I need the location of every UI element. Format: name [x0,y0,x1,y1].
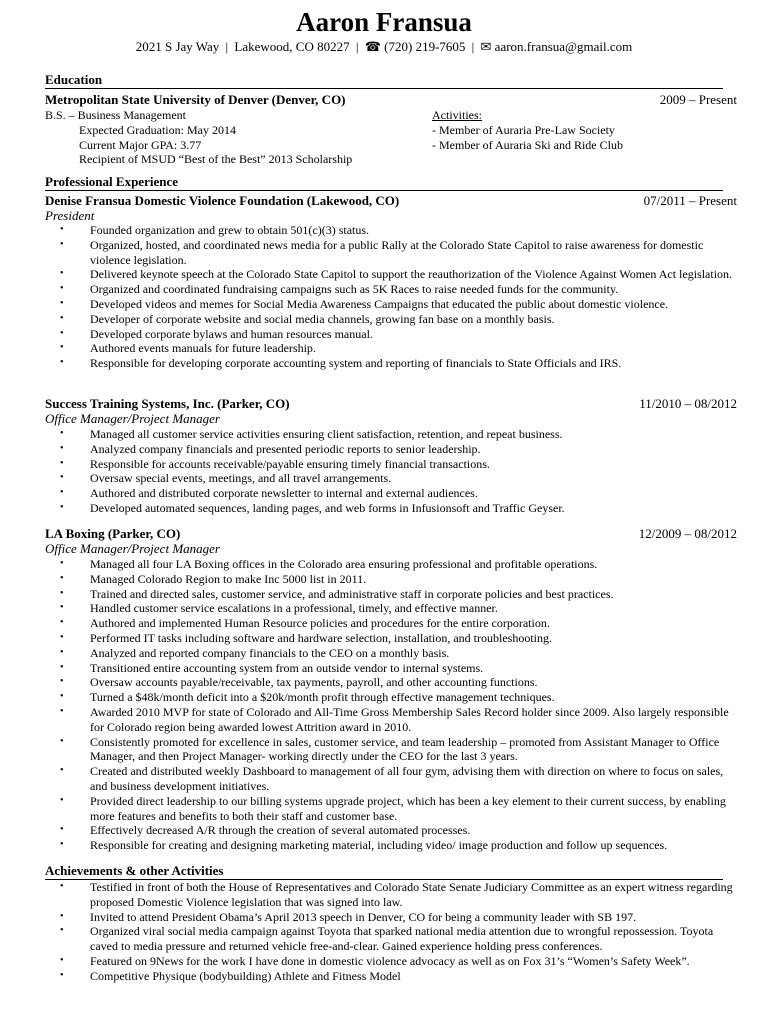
bullet-item: • Developed videos and memes for Social Media Awareness Campaigns that educated the public about domestic violence. [60,297,740,312]
bullet-item: • Analyzed company financials and presented periodic reports to senior leadership. [60,442,740,457]
job-dates: 11/2010 – 08/2012 [639,396,737,411]
job-bullets [60,427,740,516]
activity-item: - Member of Auraria Ski and Ride Club [432,137,623,152]
bullet-item: • Effectively decreased A/R through the creation of several automated processes. [60,823,740,838]
education-school-row [45,92,737,107]
bullet-item: • Turned a $48k/month deficit into a $20k/month profit through effective management techniques. [60,690,740,705]
bullet-item: • Awarded 2010 MVP for state of Colorado and All-Time Gross Membership Sales Record holder since 2009. Also largely responsible for Colorado region being awarded lowest Attrition award in 2010. [60,705,740,735]
job-title: Office Manager/Project Manager [45,411,220,426]
bullet-item: • Provided direct leadership to our billing systems upgrade project, which has been a key element to their current success, by enabling more features and benefits to both their staff and customer base. [60,794,740,824]
email: aaron.fransua@gmail.com [494,39,633,54]
bullet-item: • Delivered keynote speech at the Colorado State Capitol to support the reauthorization of the Violence Against Women Act legislation. [60,267,740,282]
bullet-item: • Organized and coordinated fundraising campaigns such as 5K Races to raise needed funds for the community. [60,282,740,297]
separator: | [471,39,475,54]
achievements-bullets [60,880,740,984]
bullet-item: • Managed all four LA Boxing offices in the Colorado area ensuring professional and profitable operations. [60,557,740,572]
phone-icon: ☎ [364,39,381,54]
bullet-item: • Testified in front of both the House of Representatives and Colorado State Senate Judiciary Committee as an expert witness regarding proposed Domestic Violence legislation that was signed into law. [60,880,740,910]
scholarship: Recipient of MSUD “Best of the Best” 2013 Scholarship [79,152,353,167]
job-org: LA Boxing (Parker, CO) [45,526,181,541]
bullet-item: • Handled customer service escalations in a professional, timely, and effective manner. [60,601,740,616]
phone: (720) 219-7605 [384,39,466,54]
bullet-item: • Authored and implemented Human Resource policies and procedures for the entire corporation. [60,616,740,631]
job-dates: 07/2011 – Present [643,193,737,208]
achievements-heading: Achievements & other Activities [45,863,723,880]
job-title: President [45,208,95,223]
experience-heading: Professional Experience [45,174,723,191]
bullet-item: • Analyzed and reported company financials to the CEO on a monthly basis. [60,646,740,661]
candidate-name: Aaron Fransua [296,7,472,37]
bullet-item: • Oversaw special events, meetings, and all travel arrangements. [60,471,740,486]
education-details [45,108,352,167]
email-icon: ✉ [480,39,492,54]
education-heading: Education [45,72,723,89]
activity-item: - Member of Auraria Pre-Law Society [432,122,615,137]
job-header [45,193,737,208]
city: Lakewood, CO 80227 [234,39,350,54]
bullet-item: • Consistently promoted for excellence in sales, customer service, and team leadership – promoted from Assistant Manager to Office Manager, and then Project Manager- working directly under the CEO for the last 3 years. [60,735,740,765]
job-dates: 12/2009 – 08/2012 [638,526,737,541]
degree: B.S. – Business Management [45,108,186,122]
school-name: Metropolitan State University of Denver (Denver, CO) [45,92,346,107]
bullet-item: • Created and distributed weekly Dashboard to management of all four gym, advising them with direction on where to focus on sales, and business development initiatives. [60,764,740,794]
bullet-item: • Organized viral social media campaign against Toyota that sparked national media attention due to wrongful repossession. Toyota caved to media pressure and returned vehicle free-and-clear. Gained experience holding press conferences. [60,924,740,954]
contact-line [0,39,768,55]
address: 2021 S Jay Way [135,39,220,54]
graduation: Expected Graduation: May 2014 [79,122,236,137]
bullet-item: • Organized, hosted, and coordinated news media for a public Rally at the Colorado State Capitol to raise awareness for domestic violence legislation. [60,238,740,268]
bullet-item: • Developed automated sequences, landing pages, and web forms in Infusionsoft and Traffic Geyser. [60,501,740,516]
separator: | [225,39,229,54]
activities [432,108,623,152]
bullet-item: • Managed all customer service activities ensuring client satisfaction, retention, and repeat business. [60,427,740,442]
education-dates: 2009 – Present [659,92,737,107]
bullet-item: • Transitioned entire accounting system from an outside vendor to internal systems. [60,661,740,676]
job-org: Success Training Systems, Inc. (Parker, CO) [45,396,290,411]
activities-label: Activities: [432,108,482,122]
bullet-item: • Authored and distributed corporate newsletter to internal and external audiences. [60,486,740,501]
bullet-item: • Invited to attend President Obama’s April 2013 speech in Denver, CO for being a community leader with SB 197. [60,910,740,925]
job-bullets [60,557,740,853]
bullet-item: • Responsible for developing corporate accounting system and reporting of financials to State Officials and IRS. [60,356,740,371]
bullet-item: • Oversaw accounts payable/receivable, tax payments, payroll, and other accounting functions. [60,675,740,690]
job-org: Denise Fransua Domestic Violence Foundation (Lakewood, CO) [45,193,400,208]
job-header [45,526,737,541]
separator: | [355,39,359,54]
bullet-item: • Founded organization and grew to obtain 501(c)(3) status. [60,223,740,238]
gpa: Current Major GPA: 3.77 [79,137,202,152]
bullet-item: • Featured on 9News for the work I have done in domestic violence advocacy as well as on Fox 31’s “Women’s Safety Week”. [60,954,740,969]
bullet-item: • Developer of corporate website and social media channels, growing fan base on a monthly basis. [60,312,740,327]
bullet-item: • Responsible for creating and designing marketing material, including video/ image production and follow up sequences. [60,838,740,853]
bullet-item: • Authored events manuals for future leadership. [60,341,740,356]
job-bullets [60,223,740,371]
job-header [45,396,737,411]
bullet-item: • Responsible for accounts receivable/payable ensuring timely financial transactions. [60,457,740,472]
job-title: Office Manager/Project Manager [45,541,220,556]
bullet-item: • Competitive Physique (bodybuilding) Athlete and Fitness Model [60,969,740,984]
bullet-item: • Trained and directed sales, customer service, and administrative staff in corporate policies and best practices. [60,587,740,602]
bullet-item: • Performed IT tasks including software and hardware selection, installation, and troubleshooting. [60,631,740,646]
bullet-item: • Developed corporate bylaws and human resources manual. [60,327,740,342]
bullet-item: • Managed Colorado Region to make Inc 5000 list in 2011. [60,572,740,587]
